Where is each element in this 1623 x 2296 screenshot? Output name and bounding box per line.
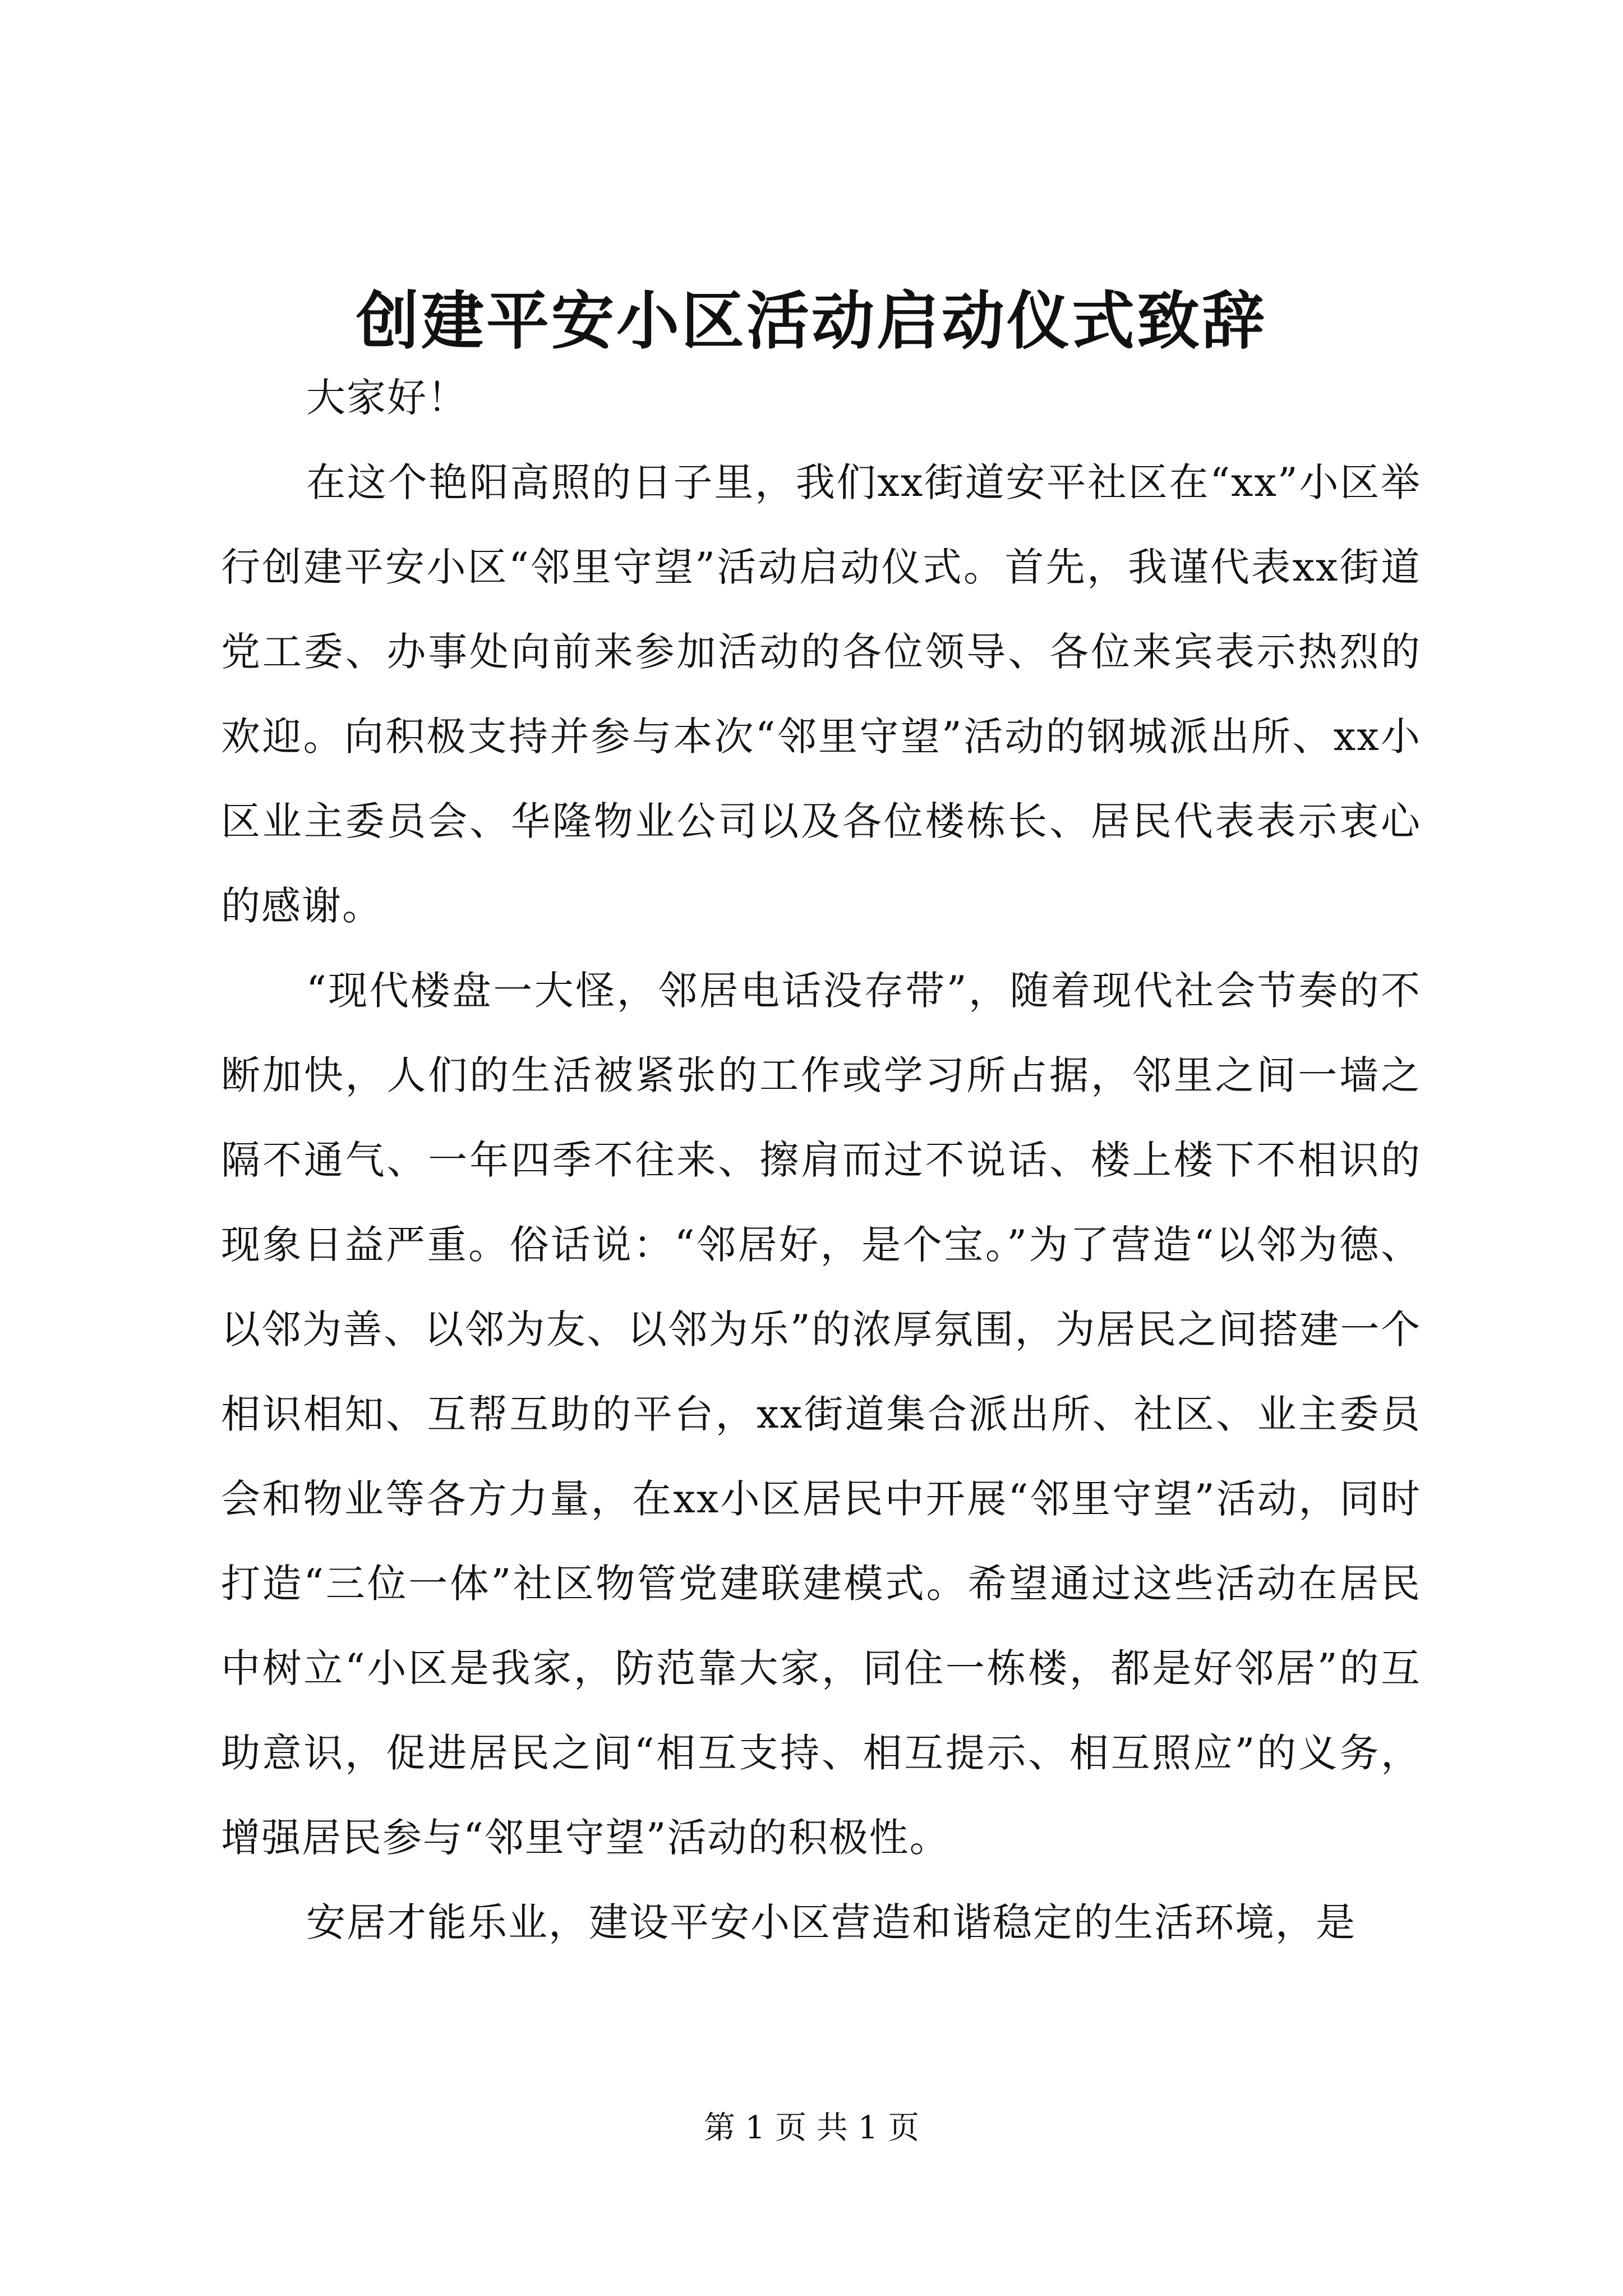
- document-body: [221, 356, 1421, 1965]
- paragraph-welcome: 在这个艳阳高照的日子里，我们xx街道安平社区在“xx”小区举行创建平安小区“邻里守望”活动启动仪式。首先，我谨代表xx街道党工委、办事处向前来参加活动的各位领导、各位来宾表示热烈的欢迎。向积极支持并参与本次“邻里守望”活动的钢城派出所、xx小区业主委员会、华隆物业公司以及各位楼栋长、居民代表表示衷心的感谢。: [221, 459, 1421, 929]
- page-number-footer: 第 1 页 共 1 页: [703, 2110, 920, 2146]
- paragraph-safety: 安居才能乐业，建设平安小区营造和谐稳定的生活环境，是: [306, 1899, 1356, 1945]
- document-title: 创建平安小区活动启动仪式致辞: [356, 284, 1267, 358]
- paragraph-greeting: 大家好！: [306, 375, 468, 421]
- paragraph-neighborhood-watch: “现代楼盘一大怪，邻居电话没存带”，随着现代社会节奏的不断加快，人们的生活被紧张的工作或学习所占据，邻里之间一墙之隔不通气、一年四季不往来、擦肩而过不说话、楼上楼下不相识的现象日益严重。俗话说：“邻居好，是个宝。”为了营造“以邻为德、以邻为善、以邻为友、以邻为乐”的浓厚氛围，为居民之间搭建一个相识相知、互帮互助的平台，xx街道集合派出所、社区、业主委员会和物业等各方力量，在xx小区居民中开展“邻里守望”活动，同时打造“三位一体”社区物管党建联建模式。希望通过这些活动在居民中树立“小区是我家，防范靠大家，同住一栋楼，都是好邻居”的互助意识，促进居民之间“相互支持、相互提示、相互照应”的义务，增强居民参与“邻里守望”活动的积极性。: [221, 968, 1421, 1861]
